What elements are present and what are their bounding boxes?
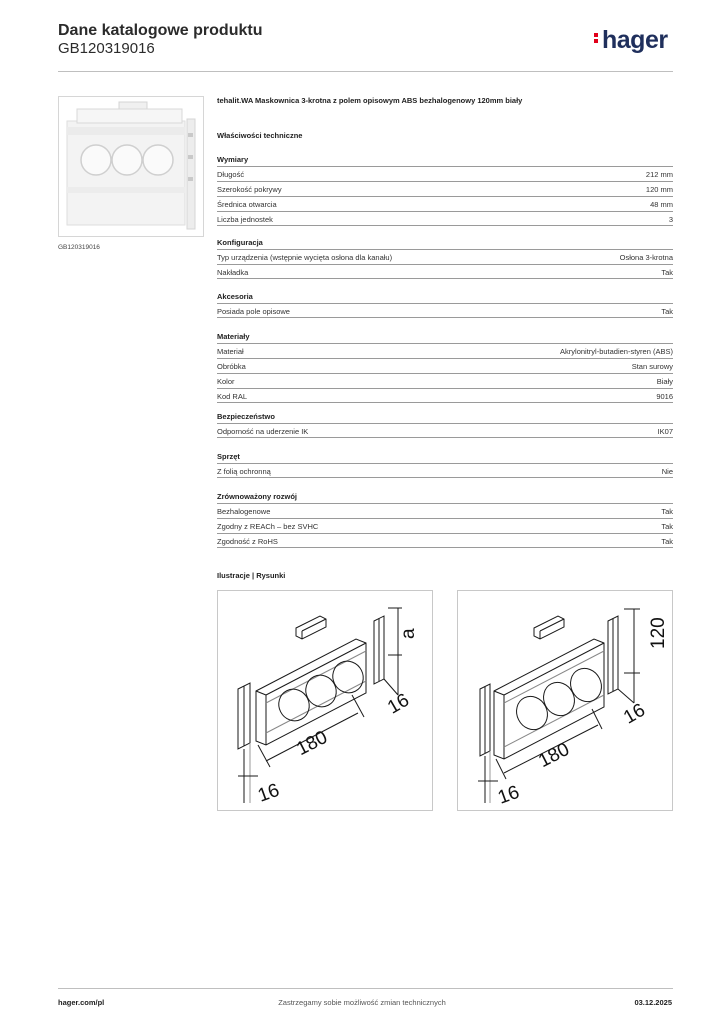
spec-section-title: Zrównoważony rozwój <box>217 492 297 501</box>
spec-section-title: Sprzęt <box>217 452 240 461</box>
spec-value: 48 mm <box>650 200 673 209</box>
footer-disclaimer: Zastrzegamy sobie możliwość zmian technicznych <box>278 998 446 1007</box>
spec-row <box>217 503 673 518</box>
technical-drawing-1 <box>217 590 433 811</box>
spec-label: Liczba jednostek <box>217 215 273 224</box>
spec-value: Tak <box>661 507 673 516</box>
drawing-1-height-label: a <box>398 628 419 639</box>
drawing-1-depth-label: 16 <box>384 689 413 719</box>
spec-label: Zgodność z RoHS <box>217 537 278 546</box>
drawing-2-depth-label: 16 <box>620 699 649 729</box>
product-photo-icon <box>59 97 205 238</box>
spec-section <box>217 331 673 403</box>
spec-label: Kod RAL <box>217 392 248 401</box>
spec-section <box>217 491 673 548</box>
spec-value: Akrylonitryl-butadien-styren (ABS) <box>560 347 673 356</box>
spec-value: Tak <box>661 537 673 546</box>
footer-website-link[interactable]: hager.com/pl <box>58 998 105 1007</box>
spec-section <box>217 411 673 438</box>
spec-value: 120 mm <box>645 185 673 194</box>
spec-label: Średnica otwarcia <box>217 200 277 209</box>
spec-label: Materiał <box>217 347 244 356</box>
spec-label: Szerokość pokrywy <box>217 185 282 194</box>
hager-logo[interactable] <box>594 26 668 55</box>
spec-row <box>217 373 673 388</box>
spec-row <box>217 463 673 478</box>
spec-row <box>217 388 673 403</box>
spec-row <box>217 518 673 533</box>
spec-row <box>217 211 673 226</box>
spec-value: Tak <box>661 268 673 277</box>
spec-section-title: Materiały <box>217 332 250 341</box>
spec-value: 3 <box>668 215 673 224</box>
spec-label: Długość <box>217 170 245 179</box>
spec-label: Odporność na uderzenie IK <box>217 427 309 436</box>
spec-value: Tak <box>661 307 673 316</box>
footer-divider <box>58 988 673 989</box>
spec-section-title: Bezpieczeństwo <box>217 412 275 421</box>
spec-value: 9016 <box>656 392 673 401</box>
spec-value: Tak <box>661 522 673 531</box>
drawing-2-bottom-label: 16 <box>495 781 523 809</box>
drawing-2-width-label: 180 <box>535 738 573 773</box>
footer-date: 03.12.2025 <box>634 998 672 1007</box>
spec-section <box>217 291 673 318</box>
illustrations-heading: Ilustracje | Rysunki <box>217 571 286 580</box>
spec-row <box>217 196 673 211</box>
drawing-2-svg <box>458 591 672 810</box>
spec-label: Typ urządzenia (wstępnie wycięta osłona dla kanału) <box>217 253 393 262</box>
spec-section <box>217 154 673 226</box>
spec-value: Stan surowy <box>631 362 673 371</box>
header-divider <box>58 71 673 72</box>
spec-section-title: Akcesoria <box>217 292 253 301</box>
drawing-1-svg <box>218 591 432 810</box>
spec-section-title: Konfiguracja <box>217 238 263 247</box>
spec-row <box>217 249 673 264</box>
spec-section <box>217 237 673 279</box>
drawing-1-width-label: 180 <box>293 726 331 761</box>
page-title: Dane katalogowe produktu <box>58 22 263 39</box>
drawing-1-bottom-label: 16 <box>255 779 283 807</box>
spec-label: Z folią ochronną <box>217 467 271 476</box>
spec-row <box>217 423 673 438</box>
spec-value: IK07 <box>657 427 673 436</box>
spec-value: Osłona 3-krotna <box>619 253 673 262</box>
drawing-2-height-label: 120 <box>648 617 669 649</box>
product-image <box>58 96 204 237</box>
spec-row <box>217 264 673 279</box>
spec-row <box>217 533 673 548</box>
image-caption: GB120319016 <box>58 244 100 251</box>
spec-label: Posiada pole opisowe <box>217 307 290 316</box>
spec-value: Biały <box>656 377 673 386</box>
spec-row <box>217 181 673 196</box>
product-code: GB120319016 <box>58 40 155 57</box>
spec-row <box>217 166 673 181</box>
spec-row <box>217 343 673 358</box>
spec-value: 212 mm <box>645 170 673 179</box>
spec-section-title: Wymiary <box>217 155 249 164</box>
spec-label: Bezhalogenowe <box>217 507 271 516</box>
spec-row <box>217 303 673 318</box>
spec-row <box>217 358 673 373</box>
spec-label: Zgodny z REACh – bez SVHC <box>217 522 319 531</box>
product-title: tehalit.WA Maskownica 3-krotna z polem opisowym ABS bezhalogenowy 120mm biały <box>217 96 523 105</box>
specs-heading: Właściwości techniczne <box>217 131 303 140</box>
logo-text: hager <box>602 26 668 54</box>
technical-drawing-2 <box>457 590 673 811</box>
spec-value: Nie <box>661 467 673 476</box>
spec-label: Obróbka <box>217 362 246 371</box>
spec-section <box>217 451 673 478</box>
spec-label: Kolor <box>217 377 235 386</box>
spec-label: Nakładka <box>217 268 249 277</box>
logo-dots-icon <box>594 31 599 45</box>
